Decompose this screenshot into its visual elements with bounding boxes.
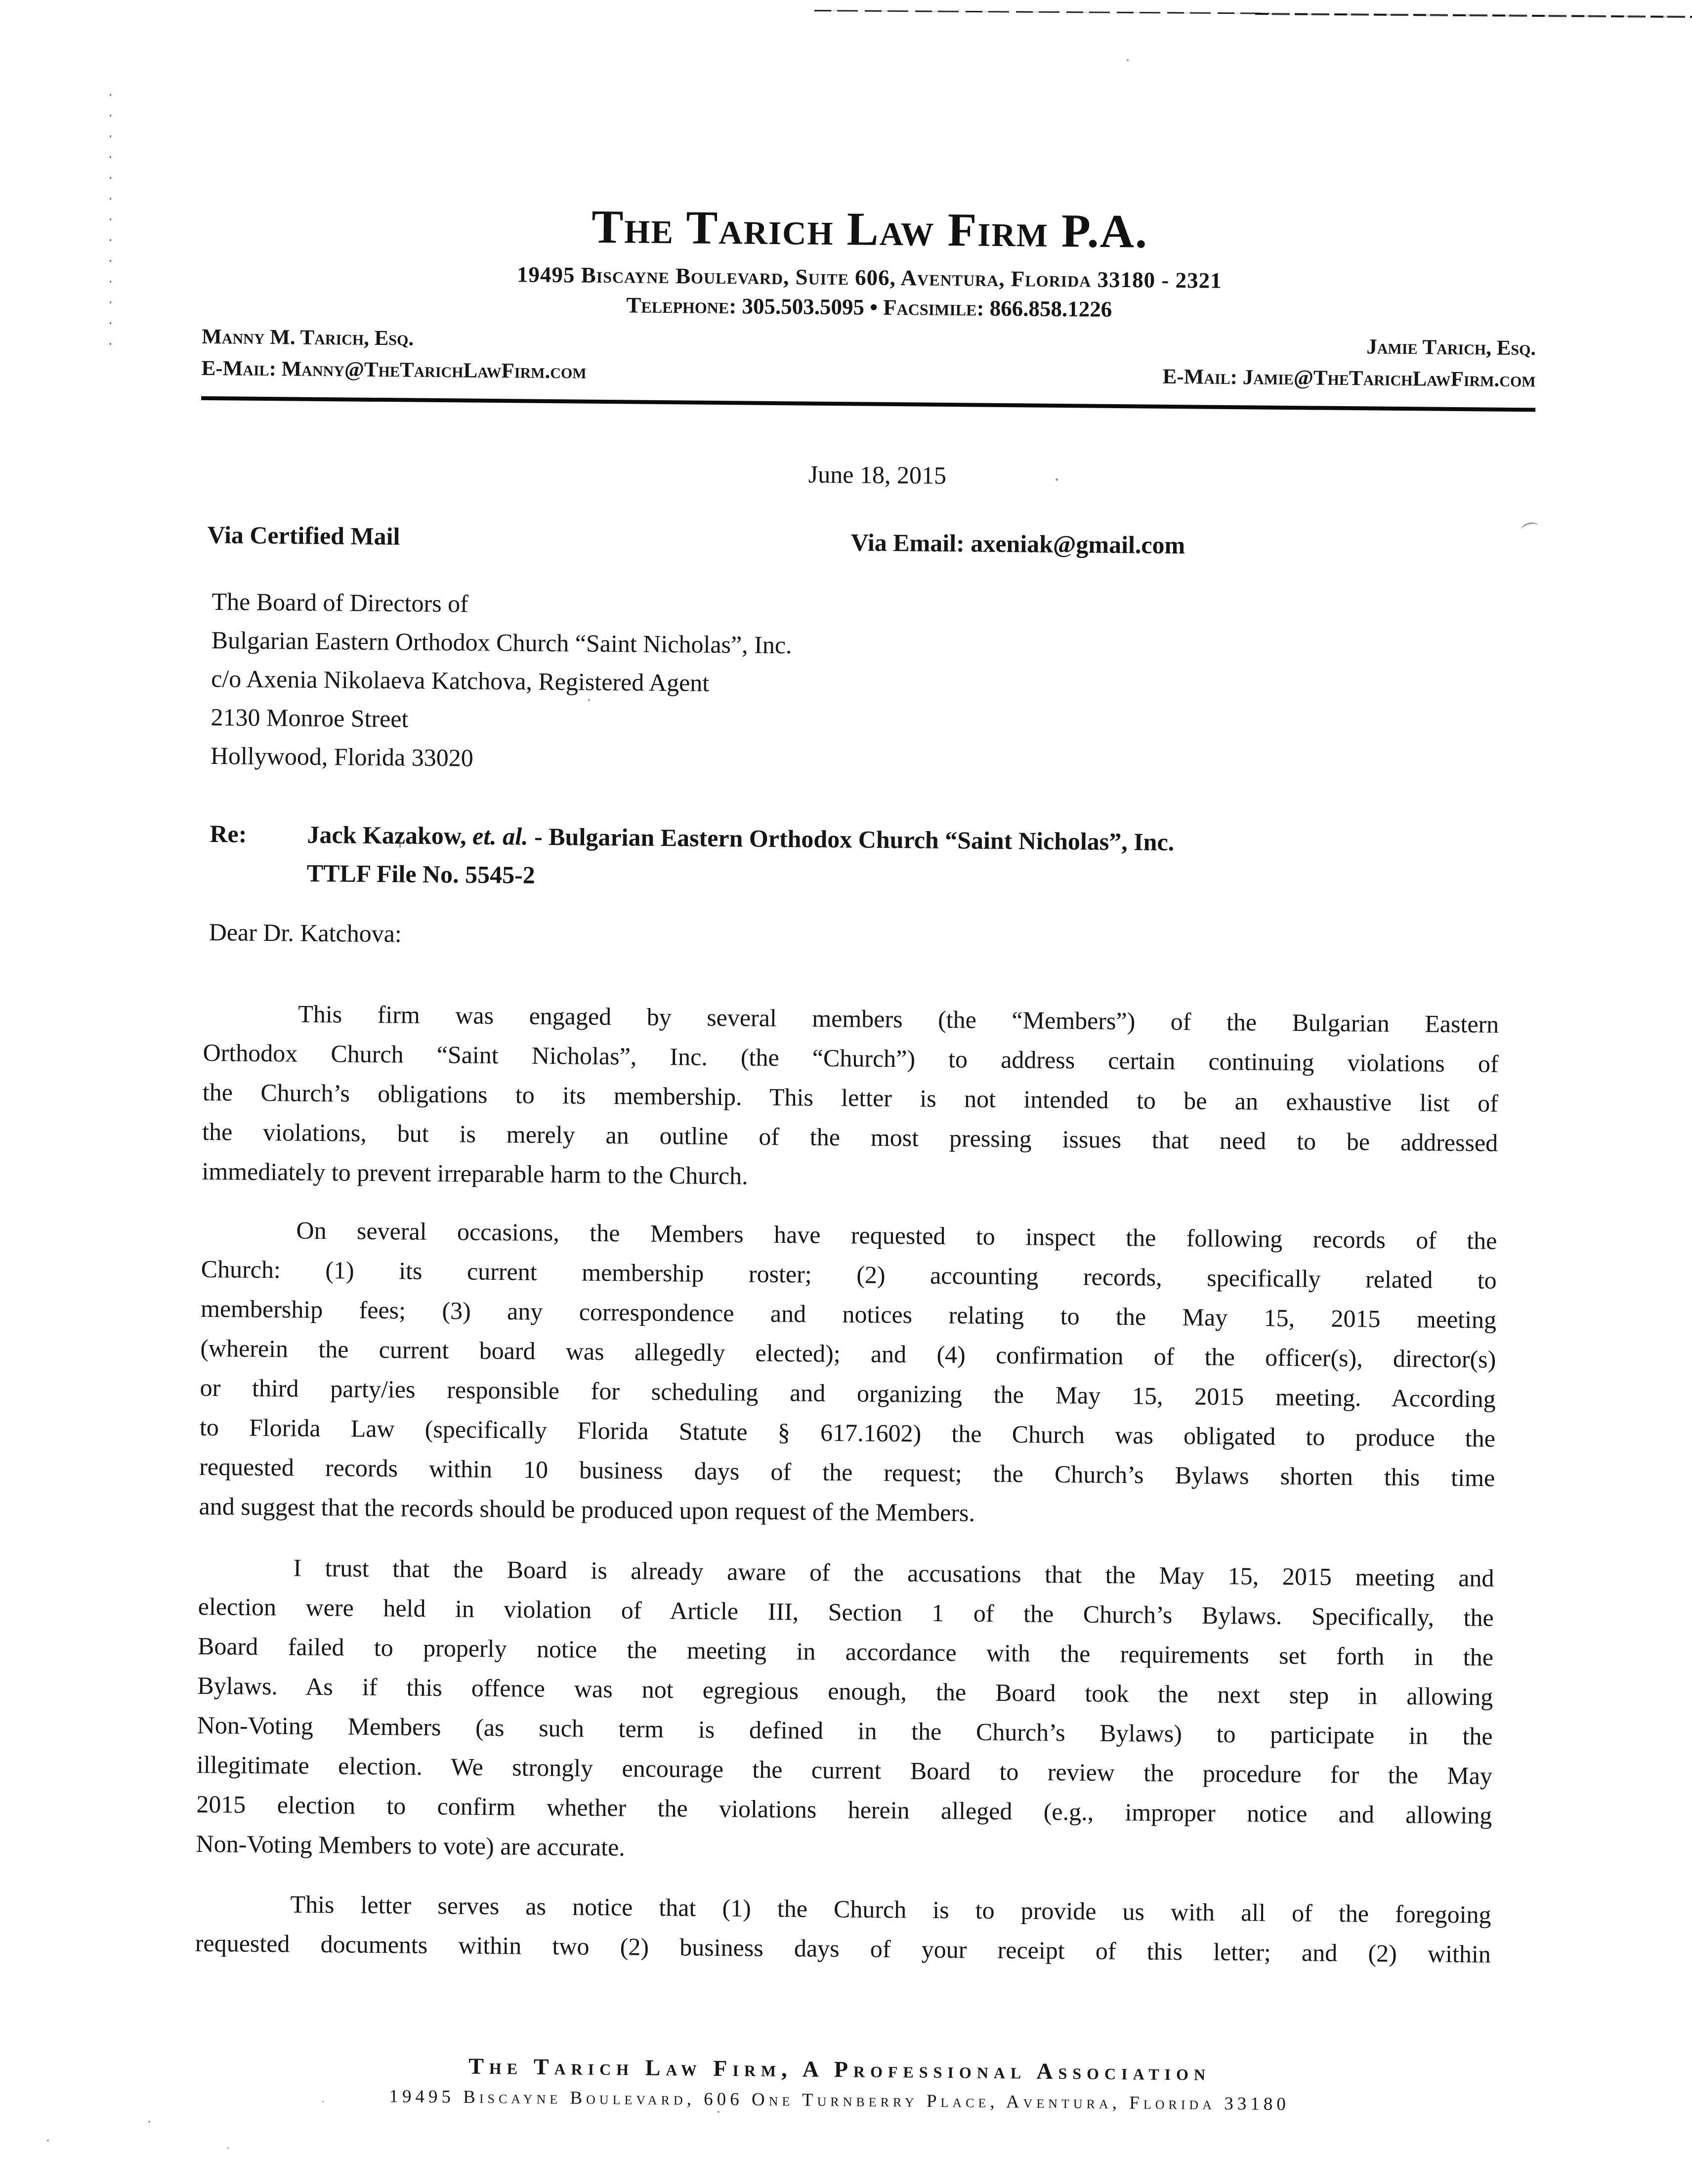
text-line: illegitimate election. We strongly encourage the current Board to review the procedure for the May [196,1750,1493,1790]
text-line: (wherein the current board was allegedly elected); and (4) confirmation of the officer(s), director(s) [200,1334,1496,1373]
footer-address-line: 19495 Biscayne Boulevard, 606 One Turnberry Place, Aventura, Florida 33180 [389,2086,1290,2115]
text-line: requested records within 10 business days of the request; the Church’s Bylaws shorten this time [199,1452,1495,1492]
re-case-prefix: Jack Kazakow, [307,820,473,850]
text-line: 2015 election to confirm whether the violations herein alleged (e.g., improper notice and allowing [196,1790,1492,1829]
firm-name: The Tarich Law Firm P.A. [591,200,1148,258]
attorney-block-left [201,321,587,388]
attorney-email-right: E-Mail: Jamie@TheTarichLawFirm.com [1162,365,1536,392]
attorney-block-right [1162,330,1536,396]
text-line: Orthodox Church “Saint Nicholas”, Inc. (the “Church”) to address certain continuing violations of [203,1038,1499,1078]
text-line: Non-Voting Members (as such term is defined in the Church’s Bylaws) to participate in the [197,1711,1493,1750]
text-line: The Board of Directors of [212,588,469,618]
letter-date: June 18, 2015 [808,460,947,489]
text-line: or third party/ies responsible for scheduling and organizing the May 15, 2015 meeting. According [200,1373,1496,1413]
addressee-block [211,582,793,780]
re-case-suffix: - Bulgarian Eastern Orthodox Church “Saint Nicholas”, Inc. [528,822,1175,856]
paragraph-4 [195,1884,1491,1974]
text-line: to Florida Law (specifically Florida Statute § 617.1602) the Church was obligated to produce the [199,1413,1496,1452]
text-line: This firm was engaged by several members (the “Members”) of the Bulgarian Eastern [298,1000,1499,1038]
page-footer [190,2051,1489,2117]
text-line: On several occasions, the Members have requested to inspect the following records of the [296,1216,1497,1255]
text-line: Non-Voting Members to vote) are accurate. [196,1829,626,1861]
text-line: This letter serves as notice that (1) the Church is to provide us with all of the foregoing [290,1890,1491,1929]
text-line: immediately to prevent irreparable harm to the Church. [202,1157,748,1190]
text-line: and suggest that the records should be produced upon request of the Members. [199,1492,975,1527]
via-email-label: Via Email: axeniak@gmail.com [850,528,1185,559]
text-line: Bulgarian Eastern Orthodox Church “Saint Nicholas”, Inc. [211,626,792,659]
salutation: Dear Dr. Katchova: [209,918,402,948]
text-line: Board failed to properly notice the meeting in accordance with the requirements set forth in the [197,1632,1494,1671]
text-line: Bylaws. As if this offence was not egregious enough, the Board took the next step in allowing [197,1671,1493,1711]
text-line: Church: (1) its current membership roster; (2) accounting records, specifically related to [201,1255,1497,1294]
delivery-methods-row [207,520,1503,561]
paragraph-3 [196,1547,1494,1875]
attorney-name-left: Manny M. Tarich, Esq. [202,325,414,350]
attorney-name-right: Jamie Tarich, Esq. [1366,335,1536,360]
re-text [306,815,1174,900]
text-line: requested documents within two (2) business days of your receipt of this letter; and (2) within [195,1929,1491,1968]
text-line: the Church’s obligations to its membership. This letter is not intended to be an exhaustive list of [202,1078,1499,1117]
re-label: Re: [210,820,247,848]
text-line: c/o Axenia Nikolaeva Katchova, Registered Agent [211,665,710,697]
re-case-etal: et. al. [472,822,528,850]
letterhead-divider [201,396,1535,412]
attorneys-row [201,321,1536,396]
text-line: Hollywood, Florida 33020 [210,742,474,772]
letterhead [201,198,1537,412]
paragraph-2 [199,1210,1497,1537]
text-line: membership fees; (3) any correspondence and notices relating to the May 15, 2015 meeting [200,1294,1497,1334]
re-block [209,814,1500,903]
via-certified-mail-label: Via Certified Mail [207,520,400,550]
letterhead-address: 19495 Biscayne Boulevard, Suite 606, Aventura, Florida 33180 - 2321 [516,262,1222,293]
text-line: election were held in violation of Article III, Section 1 of the Church’s Bylaws. Specifically, the [198,1592,1494,1632]
letterhead-phone-fax: Telephone: 305.503.5095 • Facsimile: 866.858.1226 [626,293,1112,322]
paragraph-1 [202,993,1499,1202]
text-line: I trust that the Board is already aware of the accusations that the May 15, 2015 meeting and [293,1554,1494,1592]
attorney-email-left: E-Mail: Manny@TheTarichLawFirm.com [201,356,587,383]
text-line: 2130 Monroe Street [211,703,409,733]
re-file-number: TTLF File No. 5545-2 [306,859,536,889]
text-line: the violations, but is merely an outline of the most pressing issues that need to be addressed [202,1117,1498,1157]
footer-firm-line: The Tarich Law Firm, A Professional Association [468,2053,1211,2085]
